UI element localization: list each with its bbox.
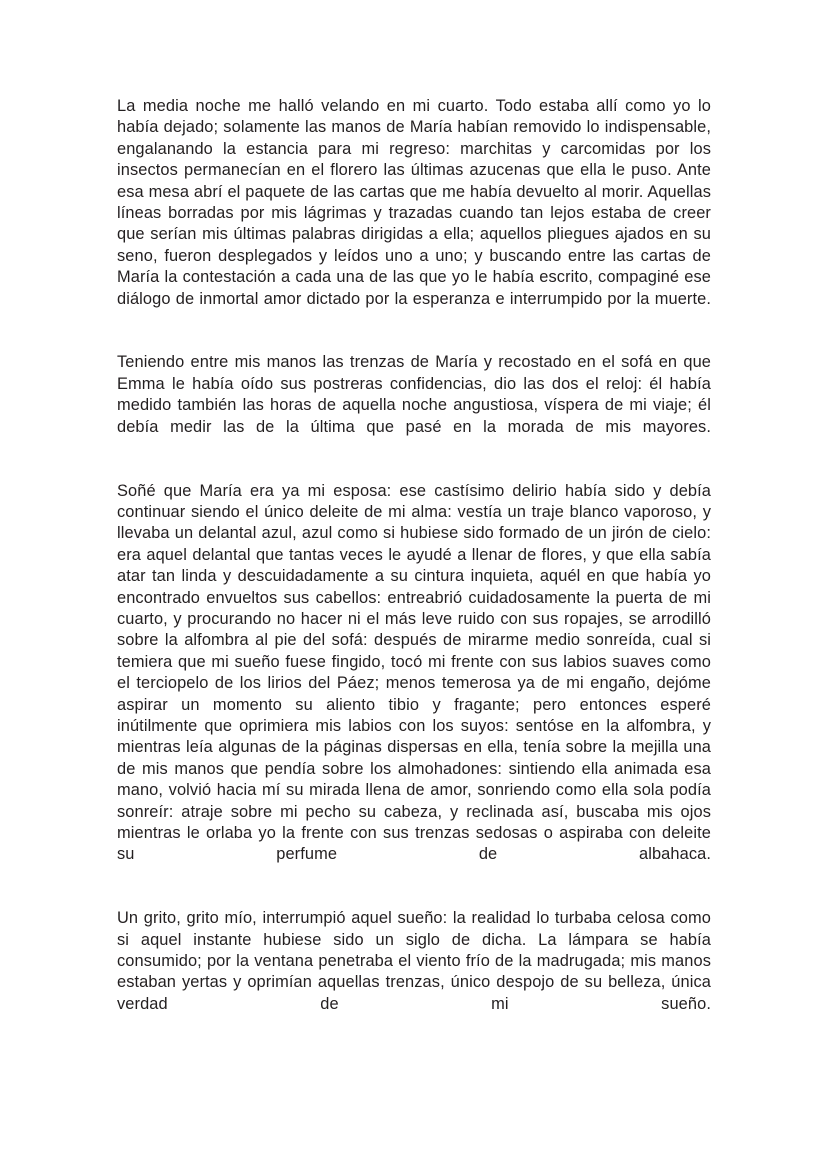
paragraph-4: Un grito, grito mío, interrumpió aquel sueño: la realidad lo turbaba celosa como si aquel instante hubiese sido un siglo de dicha. La lámpara se había consumido; por la ventana penetraba el viento frío de la madrugada; mis manos estaban yertas y oprimían aquellas trenzas, único despojo de su belleza, única verdad de mi sueño.: [117, 909, 711, 1013]
paragraph-1: La media noche me halló velando en mi cuarto. Todo estaba allí como yo lo había dejado; solamente las manos de María habían removido lo indispensable, engalanando la estancia para mi regreso: marchitas y carcomidas por los insectos permanecían en el florero las últimas azucenas que ella le puso. Ante esa mesa abrí el paquete de las cartas que me había devuelto al morir. Aquellas líneas borradas por mis lágrimas y trazadas cuando tan lejos estaba de creer que serían mis últimas palabras dirigidas a ella; aquellos pliegues ajados en su seno, fueron desplegados y leídos uno a uno; y buscando entre las cartas de María la contestación a cada una de las que yo le había escrito, compaginé ese diálogo de inmortal amor dictado por la esperanza e interrumpido por la muerte.: [117, 97, 711, 308]
paragraph-3: Soñé que María era ya mi esposa: ese castísimo delirio había sido y debía continuar siendo el único deleite de mi alma: vestía un traje blanco vaporoso, y llevaba un delantal azul, azul como si hubiese sido formado de un jirón de cielo: era aquel delantal que tantas veces le ayudé a llenar de flores, y que ella sabía atar tan linda y descuidadamente a su cintura inquieta, aquél en que había yo encontrado envueltos sus cabellos: entreabrió cuidadosamente la puerta de mi cuarto, y procurando no hacer ni el más leve ruido con sus ropajes, se arrodilló sobre la alfombra al pie del sofá: después de mirarme medio sonreída, cual si temiera que mi sueño fuese fingido, tocó mi frente con sus labios suaves como el terciopelo de los lirios del Páez; menos temerosa ya de mi engaño, dejóme aspirar un momento su aliento tibio y fragante; pero entonces esperé inútilmente que oprimiera mis labios con los suyos: sentóse en la alfombra, y mientras leía algunas de la páginas dispersas en ella, tenía sobre la mejilla una de mis manos que pendía sobre los almohadones: sintiendo ella animada esa mano, volvió hacia mí su mirada llena de amor, sonriendo como ella sola podía sonreír: atraje sobre mi pecho su cabeza, y reclinada así, buscaba mis ojos mientras le orlaba yo la frente con sus trenzas sedosas o aspiraba con deleite su perfume de albahaca.: [117, 481, 711, 864]
paragraph-2: Teniendo entre mis manos las trenzas de María y recostado en el sofá en que Emma le había oído sus postreras confidencias, dio las dos el reloj: él había medido también las horas de aquella noche angustiosa, víspera de mi viaje; él debía medir las de la última que pasé en la morada de mis mayores.: [117, 353, 711, 436]
text-column: [117, 96, 711, 1037]
